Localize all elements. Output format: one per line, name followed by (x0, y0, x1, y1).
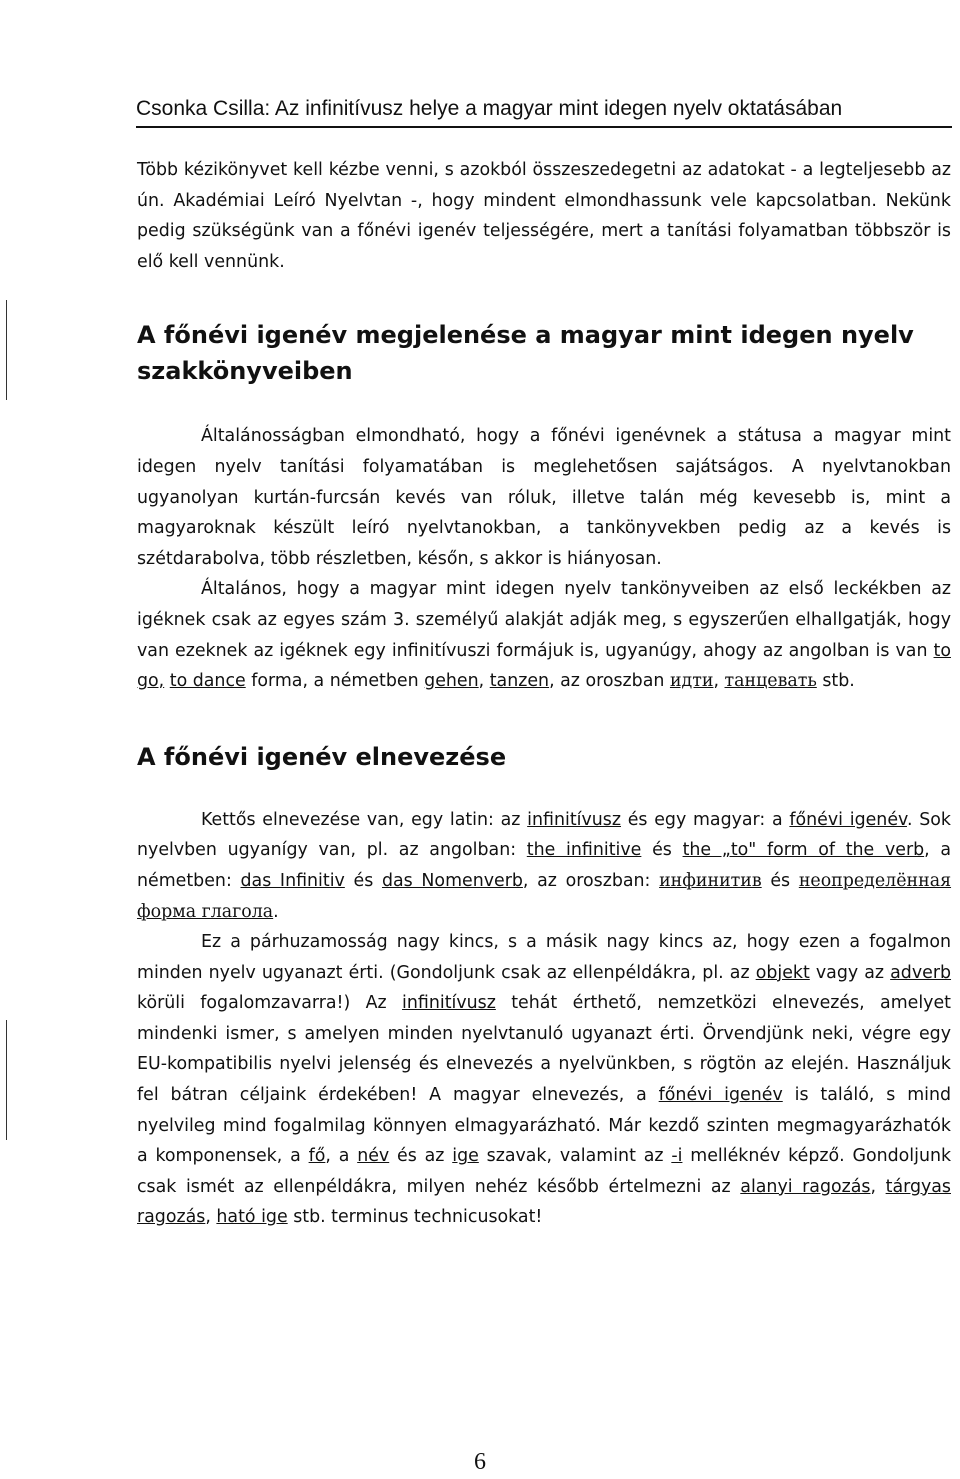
s2p1-a: Kettős elnevezése van, egy latin: az (201, 809, 521, 830)
s2p2-e: is találó, s mind nyelvileg mind fogalmilag könnyen elmagyarázható. Már kezdő szinten megmagyarázhatók a komponensek, a (137, 1085, 952, 1167)
term-fonevi-igenev-2: főnévi igenév (658, 1085, 783, 1106)
example-en-1: to go, (137, 640, 951, 692)
s2p1-d: és (652, 840, 672, 861)
s2p2-l: stb. terminus technicusokat! (293, 1207, 543, 1228)
term-infinitivusz-2: infinitívusz (402, 993, 496, 1014)
section1-paragraph-2: Általános, hogy a magyar mint idegen nyelv tankönyveiben az első leckékben az igéknek csak az egyes szám 3. személyű alakját adják meg, s egyszerűen elhallgatják, hogy van ezeknek az igéknek egy infinitívuszi formájuk is, ugyanúgy, ahogy az angolban is van to go, to dance forma, a németben gehen, tanzen, az oroszban идти, танцевать stb. (137, 579, 951, 692)
term-objekt: objekt (755, 962, 810, 983)
term-infinitivusz: infinitívusz (527, 809, 621, 830)
example-ru-2: танцевать (724, 671, 817, 692)
term-das-nomenverb: das Nomenverb (381, 870, 523, 891)
term-targyas-ragozas: tárgyas ragozás (137, 1176, 951, 1228)
term-the-infinitive: the infinitive (526, 840, 642, 861)
page-body (137, 155, 951, 1233)
s2p2-i: melléknév képző. Gondoljunk csak ismét az ellenpéldákra, milyen nehéz később értelmezni az (137, 1146, 952, 1197)
term-fonevi-igenev: főnévi igenév (789, 809, 907, 830)
section2-paragraph-1 (137, 805, 951, 927)
term-ru-forma: неопределённая форма глагола (137, 870, 952, 922)
term-to-form: the „to" form of the verb (682, 840, 925, 861)
s2p1-c: . Sok nyelvben ugyanígy van, pl. az angolban: (137, 809, 951, 861)
s2p2-j: , (870, 1176, 877, 1197)
s2p1-e: , a németben: (137, 840, 952, 891)
s2p1-h: és (770, 870, 791, 891)
term-alanyi-ragozas: alanyi ragozás (740, 1176, 871, 1197)
p2-mid: forma, a németben (251, 671, 419, 692)
example-de-2: tanzen (489, 671, 550, 692)
section-heading-1: A főnévi igenév megjelenése a magyar mint idegen nyelv szakkönyveiben (137, 321, 914, 386)
term-i-kepzo: -i (671, 1146, 683, 1167)
example-en-2: to dance (169, 671, 246, 692)
section1-paragraph-1: Általánosságban elmondható, hogy a főnévi igenévnek a státusa a magyar mint idegen nyelv tanítási folyamatában is meglehetősen sajátságos. A nyelvtanokban ugyanolyan kurtán-furcsán kevés van róluk, illetve talán még kevesebb is, mint a magyaroknak készült leíró nyelvtanokban, a tankönyvekben pedig az a kevés is szétdarabolva, több részletben, későn, s akkor is hiányosan. (137, 426, 951, 569)
s2p2-h: szavak, valamint az (486, 1146, 664, 1167)
term-ru-infinitiv: инфинитив (659, 870, 762, 891)
margin-rule-upper (6, 300, 7, 400)
p2-text: Általános, hogy a magyar mint idegen nyelv tankönyveiben az első leckékben az igéknek csak az egyes szám 3. személyű alakját adják meg, s egyszerűen elhallgatják, hogy van ezeknek az igéknek egy infinitívuszi formájuk is, ugyanúgy, ahogy az angolban is van (137, 579, 951, 661)
example-de-1: gehen (424, 671, 479, 692)
s2p2-k: , (205, 1207, 211, 1228)
s2p1-b: és egy magyar: a (627, 809, 783, 830)
s2p2-b: vagy az (815, 962, 885, 983)
section-heading-2: A főnévi igenév elnevezése (137, 742, 507, 771)
section2-paragraph-2 (137, 927, 951, 1233)
example-ru-1: идти (669, 671, 714, 692)
term-hato-ige: ható ige (216, 1207, 288, 1228)
margin-rule-lower (6, 1020, 7, 1140)
running-header: Csonka Csilla: Az infinitívusz helye a magyar mint idegen nyelv oktatásában (136, 94, 952, 128)
s2p2-c: körüli fogalomzavarra!) Az (137, 993, 387, 1014)
s2p1-g: , az oroszban: (522, 870, 651, 891)
page-number: 6 (474, 1449, 486, 1475)
p2-ru-pre: , az oroszban (549, 671, 665, 692)
s2p2-g: és az (397, 1146, 445, 1167)
p2-end: stb. (822, 671, 855, 692)
s2p2-a: Ez a párhuzamosság nagy kincs, s a másik nagy kincs az, hogy ezen a fogalmon minden nyelv ugyanazt érti. (Gondoljunk csak az ellenpéldákra, pl. az (137, 932, 951, 983)
s2p1-f: és (353, 870, 374, 891)
s2p2-f: , a (325, 1146, 350, 1167)
term-fo: fő (308, 1146, 326, 1167)
s2p2-d: tehát érthető, nemzetközi elnevezés, amelyet mindenki ismer, s amelyen minden nyelvtanuló ugyanazt érti. Örvendjünk neki, végre egy EU-kompatibilis nyelvi jelenség és elnevezés a nyelvünkben, s rögtön az elején. Használjuk fel bátran céljaink érdekében! A magyar elnevezés, a (137, 993, 951, 1106)
term-adverb: adverb (890, 962, 952, 983)
intro-paragraph: Több kézikönyvet kell kézbe venni, s azokból összeszedegetni az adatokat - a legteljesebb az ún. Akadémiai Leíró Nyelvtan -, hogy mindent elmondhassunk vele kapcsolatban. Nekünk pedig szükségünk van a főnévi igenév teljességére, mert a tanítási folyamatban többször is elő kell vennünk. (137, 160, 951, 272)
term-nev: név (357, 1146, 390, 1167)
term-das-infinitiv: das Infinitiv (240, 870, 345, 891)
term-ige: ige (452, 1146, 479, 1167)
s2p1-i: . (273, 901, 279, 922)
